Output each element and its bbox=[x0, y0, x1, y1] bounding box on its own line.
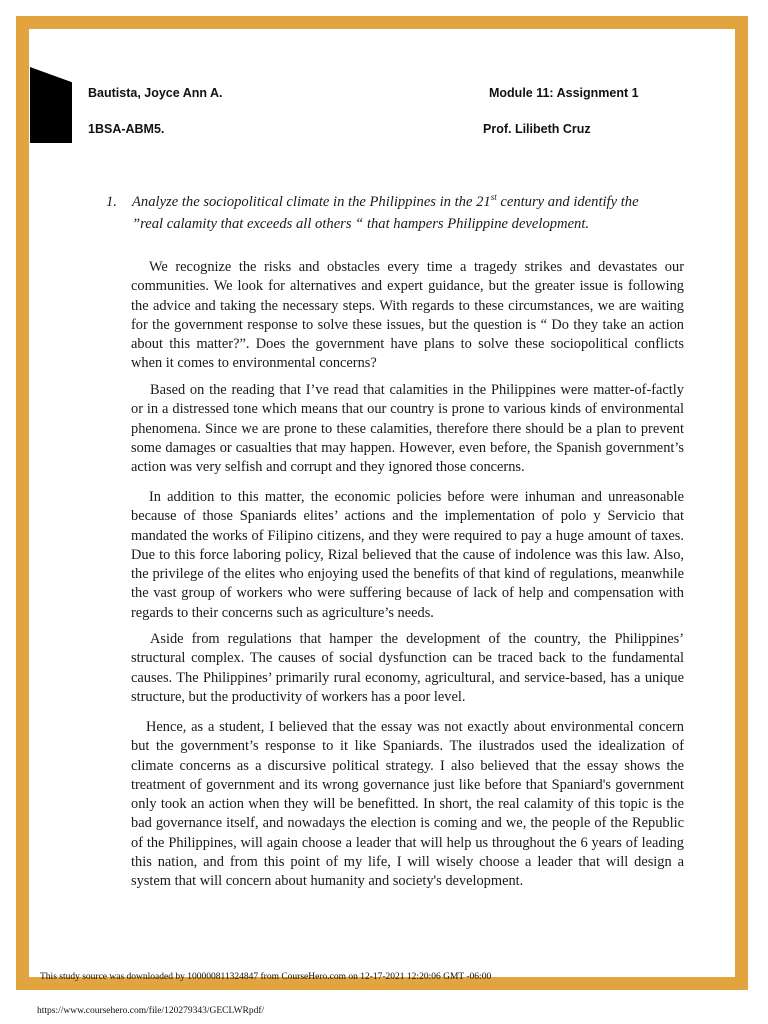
essay-paragraph-2: Based on the reading that I’ve read that calamities in the Philippines were matter-of-factly or in a distressed tone which means that our country is prone to various kinds of environmental phenomena. Since we are prone to these calamities, therefore there should be a plan to prevent some damages or casualties that may happen. However, even before, the Spanish government’s action was very selfish and corrupt and they ignored those concerns. bbox=[131, 382, 684, 476]
question-superscript: st bbox=[490, 192, 497, 202]
question-number: 1. bbox=[106, 193, 117, 210]
essay-paragraph-1: We recognize the risks and obstacles every time a tragedy strikes and devastates our communities. We look for alternatives and expert guidance, but the greater issue is following the advice and taking the necessary steps. With regards to these circumstances, we are waiting for the government response to solve these issues, but the question is “ Do they take an action about this matter?”. Does the government have plans to solve these sociopolitical conflicts when it comes to environmental concerns? bbox=[131, 259, 684, 372]
question-text-part-b: century and identify the bbox=[496, 193, 639, 210]
download-notice: This study source was downloaded by 100000811324847 from CourseHero.com on 12-17-2021 12:20:06 GMT -06:00 bbox=[40, 972, 492, 982]
essay-paragraph-4: Aside from regulations that hamper the development of the country, the Philippines’ structural complex. The causes of social dysfunction can be traced back to the fundamental causes. The Philippines’ primarily rural economy, agricultural, and service-based, has a unique structure, but the productivity of workers has a poor level. bbox=[131, 631, 684, 705]
essay-paragraph-3: In addition to this matter, the economic policies before were inhuman and unreasonable because of those Spaniards elites’ actions and the implementation of polo y Servicio that mandated the works of Filipino citizens, and they were required to pay a huge amount of taxes. Due to this force laboring policy, Rizal believed that the cause of indolence was this law. Also, the privilege of the elites who enjoying used the benefits of that kind of regulations, meanwhile the vast group of workers who were suffering because of lack of help and compensation with regards to their concerns such as agriculture’s needs. bbox=[131, 489, 684, 621]
essay-paragraph-5: Hence, as a student, I believed that the essay was not exactly about environmental concern but the government’s response to it like Spaniards. The ilustrados used the idealization of climate concerns as a discursive political strategy. I also believed that the essay shows the treatment of government and its wrong governance just like before that Spaniard's government only took an action when they will be benefitted. In short, the real calamity of this topic is the bad governance itself, and nowadays the election is coming and we, the people of the Republic of the Philippines, will again choose a leader that will help us throughout the 6 years of leading this nation, and from this point of my life, I will wisely choose a leader that will design a system that will concern about humanity and society's development. bbox=[131, 719, 684, 890]
question-text-line-2: ”real calamity that exceeds all others “ that hampers Philippine development. bbox=[132, 215, 590, 232]
module-title: Module 11: Assignment 1 bbox=[489, 86, 639, 100]
student-section: 1BSA-ABM5. bbox=[88, 122, 165, 136]
source-url-link[interactable]: https://www.coursehero.com/file/120279343/GECLWRpdf/ bbox=[37, 1006, 265, 1016]
question-text-part-a: Analyze the sociopolitical climate in the Philippines in the 21 bbox=[132, 193, 491, 210]
student-name: Bautista, Joyce Ann A. bbox=[88, 86, 223, 100]
question-block bbox=[106, 186, 686, 235]
professor-name: Prof. Lilibeth Cruz bbox=[483, 122, 591, 136]
